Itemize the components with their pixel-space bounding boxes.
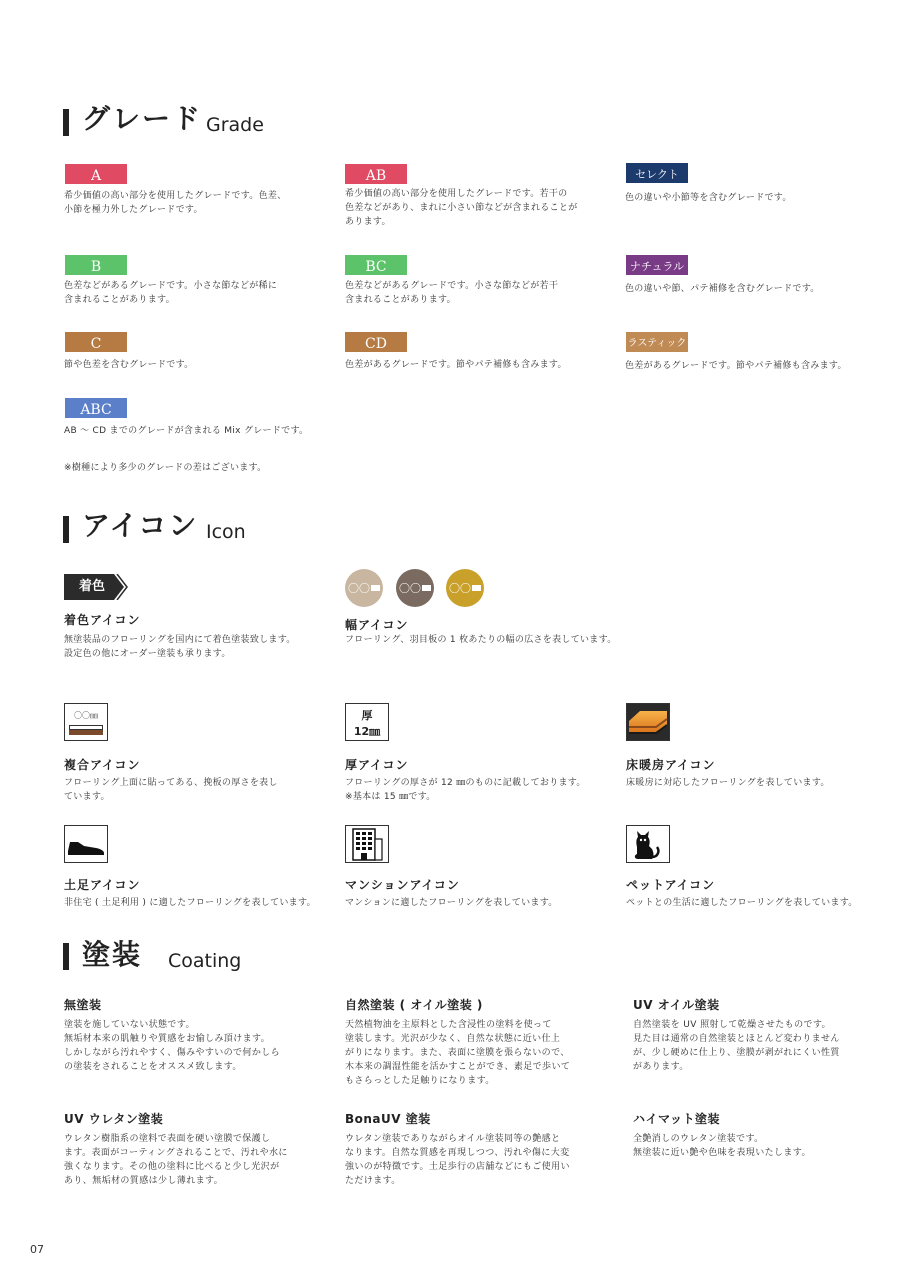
floor-heating-icon-desc: 床暖房に対応したフローリングを表しています。 [626,778,830,788]
section-marker [63,516,69,543]
grade-desc-c: 節や色差を含むグレードです。 [64,360,194,370]
coating-title-none: 無塗装 [64,998,102,1012]
thickness-icon-desc: フローリングの厚さが 12 ㎜のものに記載しております。 ※基本は 15 ㎜です。 [345,778,586,802]
width-icon-light: 〇〇 [345,569,383,607]
thickness-icon-title: 厚アイコン [345,758,409,772]
tint-icon-title: 着色アイコン [64,613,141,627]
mansion-icon [345,825,389,863]
mansion-icon-desc: マンションに適したフローリングを表しています。 [345,898,558,908]
coating-desc-natural: 天然植物油を主原料とした含浸性の塗料を使って 塗装します。光沢が少なく、自然な状態に近い仕上 がりになります。また、表面に塗膜を張らないので、 木本来の調湿性能を活かすことができ、素足で歩いて もさらっとした足触りになります。 [345,1020,571,1086]
grade-badge-b: B [65,255,127,275]
page-number: 07 [30,1243,44,1256]
coating-desc-uv-oil: 自然塗装を UV 照射して乾燥させたものです。 見た目は通常の自然塗装とほとんど変わりません が、少し硬めに仕上り、塗膜が剥がれにくい性質 があります。 [633,1020,840,1072]
grade-badge-select: セレクト [626,163,688,183]
mansion-icon-title: マンションアイコン [345,878,460,892]
pet-icon-title: ペットアイコン [626,878,716,892]
grade-badge-ab: AB [345,164,407,184]
section-subtitle-icon: Icon [206,521,246,543]
coating-desc-uv-urethane: ウレタン樹脂系の塗料で表面を硬い塗膜で保護し ます。表面がコーティングされることで、汚れや水に 強くなります。その他の塗料に比べると少し光沢が あり、無垢材の質感は少し薄れます。 [64,1134,288,1186]
section-marker [63,943,69,970]
grade-badge-abc: ABC [65,398,127,418]
coating-title-bona-uv: BonaUV 塗装 [345,1112,431,1126]
section-title-coating: 塗装 [82,938,143,971]
grade-badge-bc: BC [345,255,407,275]
grade-desc-select: 色の違いや小節等を含むグレードです。 [625,193,792,203]
section-title-grade: グレード [82,102,203,135]
section-subtitle-coating: Coating [168,950,242,972]
coating-title-uv-urethane: UV ウレタン塗装 [64,1112,164,1126]
width-icon-dark: 〇〇 [396,569,434,607]
shoe-icon-desc: 非住宅 ( 土足利用 ) に適したフローリングを表しています。 [64,898,316,908]
grade-badge-rustic: ラスティック [626,332,688,352]
grade-badge-a: A [65,164,127,184]
grade-desc-bc: 色差などがあるグレードです。小さな節などが若干 含まれることがあります。 [345,281,559,305]
composite-icon-desc: フローリング上面に貼ってある、挽板の厚さを表し ています。 [64,778,278,802]
shoe-icon [64,825,108,863]
coating-title-high-matte: ハイマット塗装 [633,1112,721,1126]
coating-desc-bona-uv: ウレタン塗装でありながらオイル塗装同等の艶感と なります。自然な質感を再現しつつ、汚れや傷に大変 強いのが特徴です。土足歩行の店舗などにもご使用い ただけます。 [345,1134,570,1186]
section-title-icon: アイコン [82,509,199,542]
grade-note: ※樹種により多少のグレードの差はございます。 [64,463,267,473]
composite-icon: 〇〇㎜ [64,703,108,741]
coating-desc-high-matte: 全艶消しのウレタン塗装です。 無塗装に近い艶や色味を表現いたします。 [633,1134,811,1158]
tint-icon-desc: 無塗装品のフローリングを国内にて着色塗装致します。 設定色の他にオーダー塗装も承ります。 [64,635,296,659]
coating-desc-none: 塗装を施していない状態です。 無垢材本来の肌触りや質感をお愉しみ頂けます。 しかしながら汚れやすく、傷みやすいので何かしら の塗装をされることをオススメ致します。 [64,1020,281,1072]
tint-badge-label: 着色 [78,579,105,594]
grade-desc-a: 希少価値の高い部分を使用したグレードです。色差、 小節を極力外したグレードです。 [64,191,287,215]
floor-heating-icon [626,703,670,741]
grade-desc-rustic: 色差があるグレードです。節やパテ補修も含みます。 [625,361,847,371]
grade-badge-cd: CD [345,332,407,352]
grade-desc-b: 色差などがあるグレードです。小さな節などが稀に 含まれることがあります。 [64,281,278,305]
grade-desc-cd: 色差があるグレードです。節やパテ補修も含みます。 [345,360,567,370]
shoe-icon-title: 土足アイコン [64,878,141,892]
grade-desc-ab: 希少価値の高い部分を使用したグレードです。若干の 色差などがあり、まれに小さい節などが含まれることが あります。 [345,189,578,227]
coating-title-uv-oil: UV オイル塗装 [633,998,720,1012]
grade-desc-natural: 色の違いや節、パテ補修を含むグレードです。 [625,284,820,294]
pet-icon [626,825,670,863]
section-subtitle-grade: Grade [206,114,264,136]
grade-badge-natural: ナチュラル [626,255,688,275]
width-icon-title: 幅アイコン [345,618,409,632]
thickness-icon: 厚 12㎜ [345,703,389,741]
coating-title-natural: 自然塗装 ( オイル塗装 ) [345,998,483,1012]
section-marker [63,109,69,136]
width-icon-gold: 〇〇 [446,569,484,607]
floor-heating-icon-title: 床暖房アイコン [626,758,716,772]
grade-badge-c: C [65,332,127,352]
width-icon-desc: フローリング、羽目板の 1 枚あたりの幅の広さを表しています。 [345,635,617,645]
grade-desc-abc: AB ～ CD までのグレードが含まれる Mix グレードです。 [64,426,309,436]
pet-icon-desc: ペットとの生活に適したフローリングを表しています。 [626,898,858,908]
composite-icon-title: 複合アイコン [64,758,141,772]
